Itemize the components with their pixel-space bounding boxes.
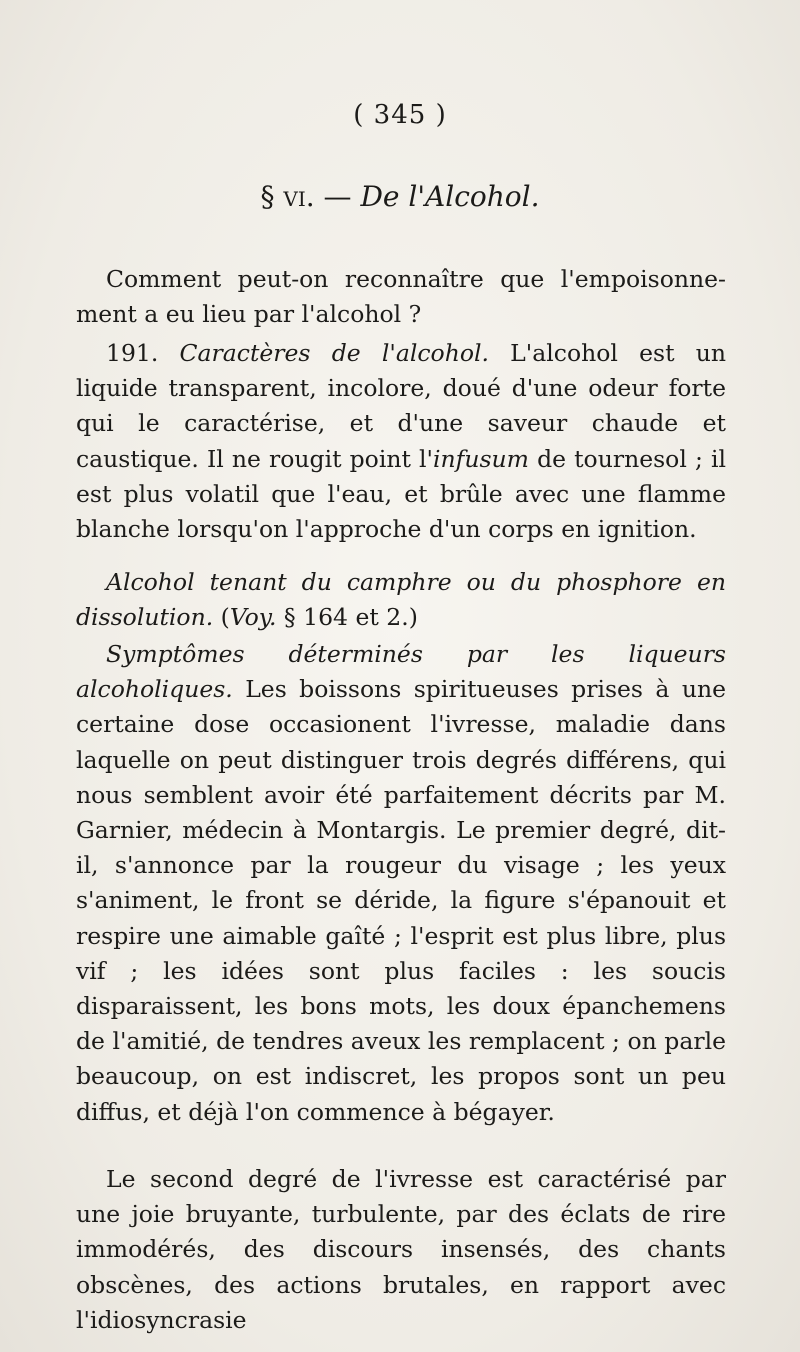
section-heading [0, 180, 800, 213]
symptoms-text: Les boissons spiritueuses prises à une certaine dose occasionent l'ivresse, maladie dans laquelle on peut distinguer trois degrés différens, qui nous semblent avoir été parfaitement décrits par M. Garnier, médecin à Montargis. Le premier degré, dit-il, s'annonce par la rougeur du visage ; les yeux s'animent, le front se déride, la figure s'épanouit et respire une aimable gaîté ; l'esprit est plus libre, plus vif ; les idées sont plus faciles : les soucis disparaissent, les bons mots, les doux épanchemens de l'amitié, de tendres aveux les remplacent ; on parle beaucoup, on est indiscret, les propos sont un peu diffus, et déjà l'on commence à bégayer. [76, 675, 726, 1126]
second-degree-paragraph [76, 1162, 726, 1338]
question-line-1: Comment peut-on reconnaître que l'empoisonne- [106, 265, 726, 293]
camphor-ref-voy: Voy. [229, 603, 277, 632]
page-number: ( 345 ) [353, 100, 447, 130]
section-marker: § vi. — [260, 180, 361, 213]
infusum-term: infusum [433, 444, 529, 473]
symptoms-paragraph [76, 637, 726, 1130]
paragraph-text-b: de tournesol ; il est plus volatil que l'eau, et brûle avec une flamme blanche lorsqu'on l'approche d'un corps en ignition. [76, 444, 726, 544]
paragraph-title: Caractères de l'alcohol. [179, 339, 489, 367]
camphor-text: Alcohol tenant du camphre ou du phosphore en dissolution. [76, 568, 726, 632]
question-line-2: ment a eu lieu par l'alcohol ? [76, 300, 422, 329]
symptoms-title: Symptômes déterminés par les liqueurs alcoholiques. [76, 640, 726, 704]
second-degree-text: Le second degré de l'ivresse est caractérisé par une joie bruyante, turbulente, par des éclats de rire immodérés, des discours insensés, des chants obscènes, des actions brutales, en rapport avec l'idiosyncrasie [76, 1165, 726, 1334]
section-title: De l'Alcohol. [360, 180, 540, 213]
camphor-ref-rest: § 164 et 2.) [276, 603, 418, 632]
camphor-ref-open: ( [213, 603, 230, 632]
paragraph-number: 191. [106, 339, 180, 367]
question-block [76, 262, 726, 332]
paragraph-text-a: L'alcohol est un liquide transparent, incolore, doué d'une odeur forte qui le caractérise, et d'une saveur chaude et caustique. Il ne rougit point l' [76, 339, 727, 473]
paragraph-191 [76, 336, 726, 547]
camphor-paragraph [76, 565, 726, 635]
